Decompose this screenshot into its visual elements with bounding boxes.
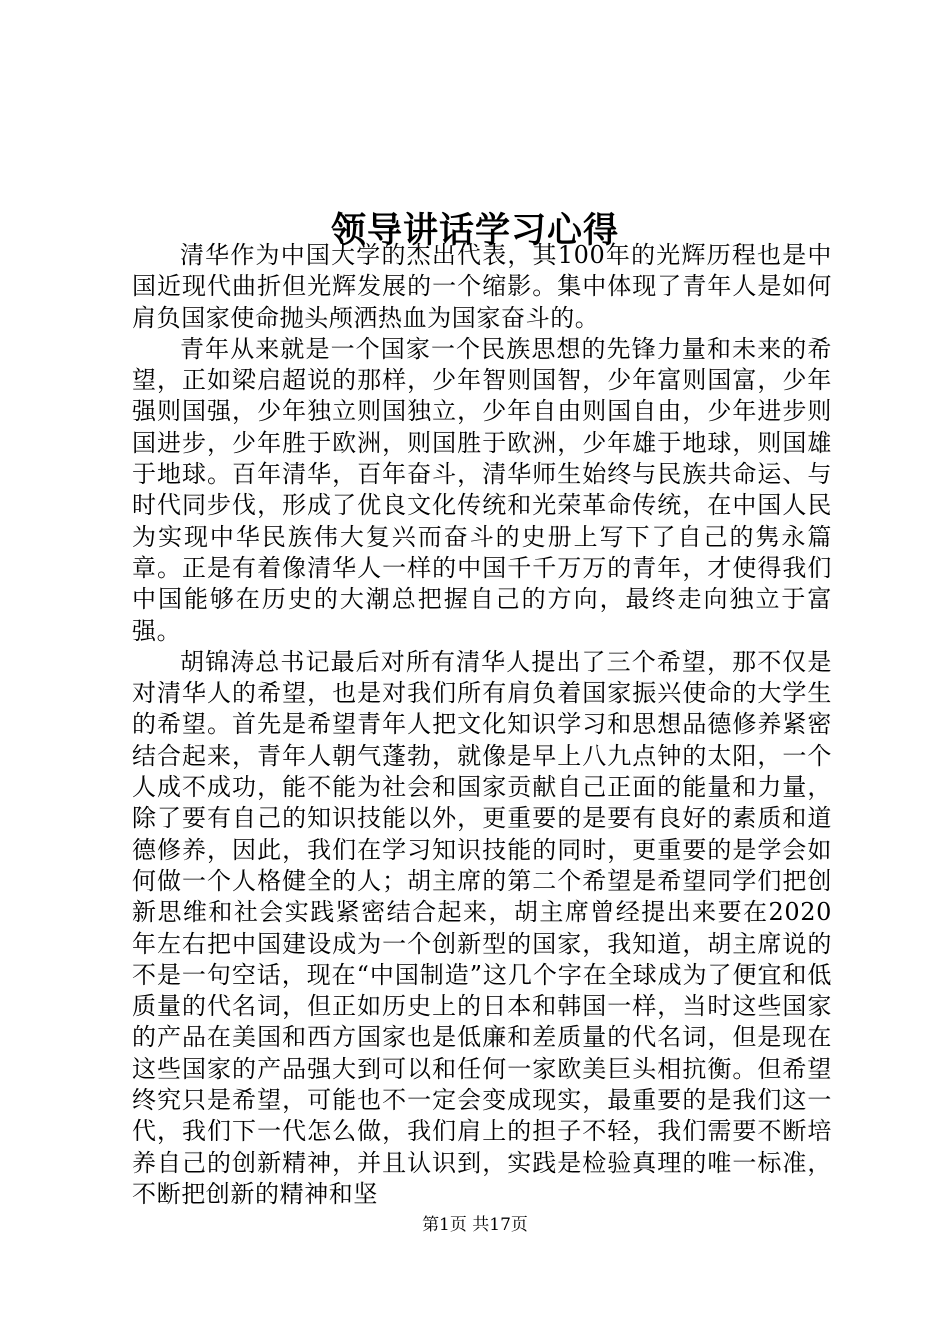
paragraph-3: 胡锦涛总书记最后对所有清华人提出了三个希望，那不仅是对清华人的希望，也是对我们所有肩负着国家振兴使命的大学生的希望。首先是希望青年人把文化知识学习和思想品德修养紧密结合起来，青年人朝气蓬勃，就像是早上八九点钟的太阳，一个人成不成功，能不能为社会和国家贡献自己正面的能量和力量，除了要有自己的知识技能以外，更重要的是要有良好的素质和道德修养，因此，我们在学习知识技能的同时，更重要的是学会如何做一个人格健全的人；胡主席的第二个希望是希望同学们把创新思维和社会实践紧密结合起来，胡主席曾经提出来要在2020年左右把中国建设成为一个创新型的国家，我知道，胡主席说的不是一句空话，现在“中国制造”这几个字在全球成为了便宜和低质量的代名词，但正如历史上的日本和韩国一样，当时这些国家的产品在美国和西方国家也是低廉和差质量的代名词，但是现在这些国家的产品强大到可以和任何一家欧美巨头相抗衡。但希望终究只是希望，可能也不一定会变成现实，最重要的是我们这一代，我们下一代怎么做，我们肩上的担子不轻，我们需要不断培养自己的创新精神，并且认识到，实践是检验真理的唯一标准，不断把创新的精神和坚 [132,647,832,1208]
paragraph-2: 青年从来就是一个国家一个民族思想的先锋力量和未来的希望，正如梁启超说的那样，少年智则国智，少年富则国富，少年强则国强，少年独立则国独立，少年自由则国自由，少年进步则国进步，少年胜于欧洲，则国胜于欧洲，少年雄于地球，则国雄于地球。百年清华，百年奋斗，清华师生始终与民族共命运、与时代同步伐，形成了优良文化传统和光荣革命传统，在中国人民为实现中华民族伟大复兴而奋斗的史册上写下了自己的隽永篇章。正是有着像清华人一样的中国千千万万的青年，才使得我们中国能够在历史的大潮总把握自己的方向，最终走向独立于富强。 [132,334,832,645]
document-title: 领导讲话学习心得 [330,210,619,252]
document-body [132,240,832,1210]
page-number-footer: 第1页 共17页 [422,1215,528,1235]
paragraph-1: 清华作为中国大学的杰出代表，其100年的光辉历程也是中国近现代曲折但光辉发展的一个缩影。集中体现了青年人是如何肩负国家使命抛头颅洒热血为国家奋斗的。 [132,241,832,332]
